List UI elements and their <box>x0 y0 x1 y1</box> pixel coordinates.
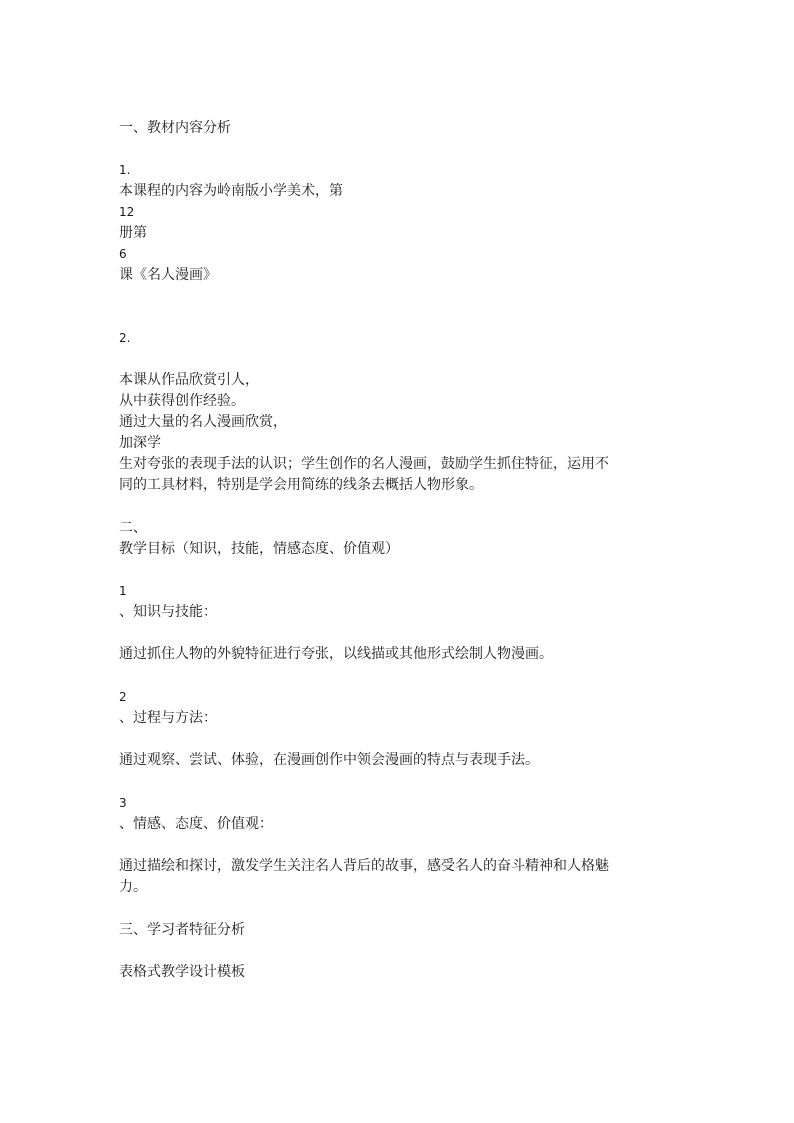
spacer <box>119 560 639 581</box>
paragraph-line: 从中获得创作经验。 <box>119 393 245 409</box>
goal-text: 通过抓住人物的外貌特征进行夸张，以线描或其他形式绘制人物漫画。 <box>119 646 553 662</box>
spacer <box>119 835 639 856</box>
spacer <box>119 286 639 328</box>
spacer <box>119 139 639 160</box>
lesson-number: 6 <box>119 247 127 261</box>
spacer <box>119 941 639 962</box>
paragraph-line: 本课程的内容为岭南版小学美术，第 <box>119 183 343 199</box>
section-heading-learner-analysis: 三、学习者特征分析 <box>119 922 245 938</box>
spacer <box>119 496 639 518</box>
section-heading-content-analysis: 一、教材内容分析 <box>119 120 231 136</box>
item-number: 2. <box>119 331 131 345</box>
template-title: 表格式教学设计模板 <box>119 964 245 980</box>
paragraph-line: 同的工具材料，特别是学会用简练的线条去概括人物形象。 <box>119 477 483 493</box>
spacer <box>119 349 639 370</box>
goal-number: 2 <box>119 690 127 704</box>
goal-text: 通过观察、尝试、体验，在漫画创作中领会漫画的特点与表现手法。 <box>119 752 539 768</box>
paragraph-line: 生对夸张的表现手法的认识；学生创作的名人漫画，鼓励学生抓住特征，运用不 <box>119 456 609 472</box>
goal-text: 力。 <box>119 879 147 895</box>
spacer <box>119 665 639 687</box>
goal-number: 1 <box>119 584 127 598</box>
spacer <box>119 771 639 793</box>
paragraph-line: 课《名人漫画》 <box>119 267 217 283</box>
paragraph-line: 加深学 <box>119 435 161 451</box>
spacer <box>119 729 639 750</box>
goal-number: 3 <box>119 796 127 810</box>
goal-label: 、过程与方法： <box>119 710 217 726</box>
goal-label: 、情感、态度、价值观： <box>119 816 273 832</box>
goal-text: 通过描绘和探讨，激发学生关注名人背后的故事，感受名人的奋斗精神和人格魅 <box>119 858 609 874</box>
section-heading-prefix: 二、 <box>119 520 147 536</box>
item-number: 1. <box>119 163 131 177</box>
paragraph-line: 册第 <box>119 225 147 241</box>
section-heading-teaching-goals: 教学目标（知识，技能，情感态度、价值观） <box>119 541 399 557</box>
paragraph-line: 通过大量的名人漫画欣赏， <box>119 414 287 430</box>
document-body <box>119 118 639 983</box>
paragraph-line: 本课从作品欣赏引人， <box>119 372 259 388</box>
goal-label: 、知识与技能： <box>119 604 217 620</box>
spacer <box>119 898 639 920</box>
grade-number: 12 <box>119 205 135 219</box>
spacer <box>119 623 639 644</box>
